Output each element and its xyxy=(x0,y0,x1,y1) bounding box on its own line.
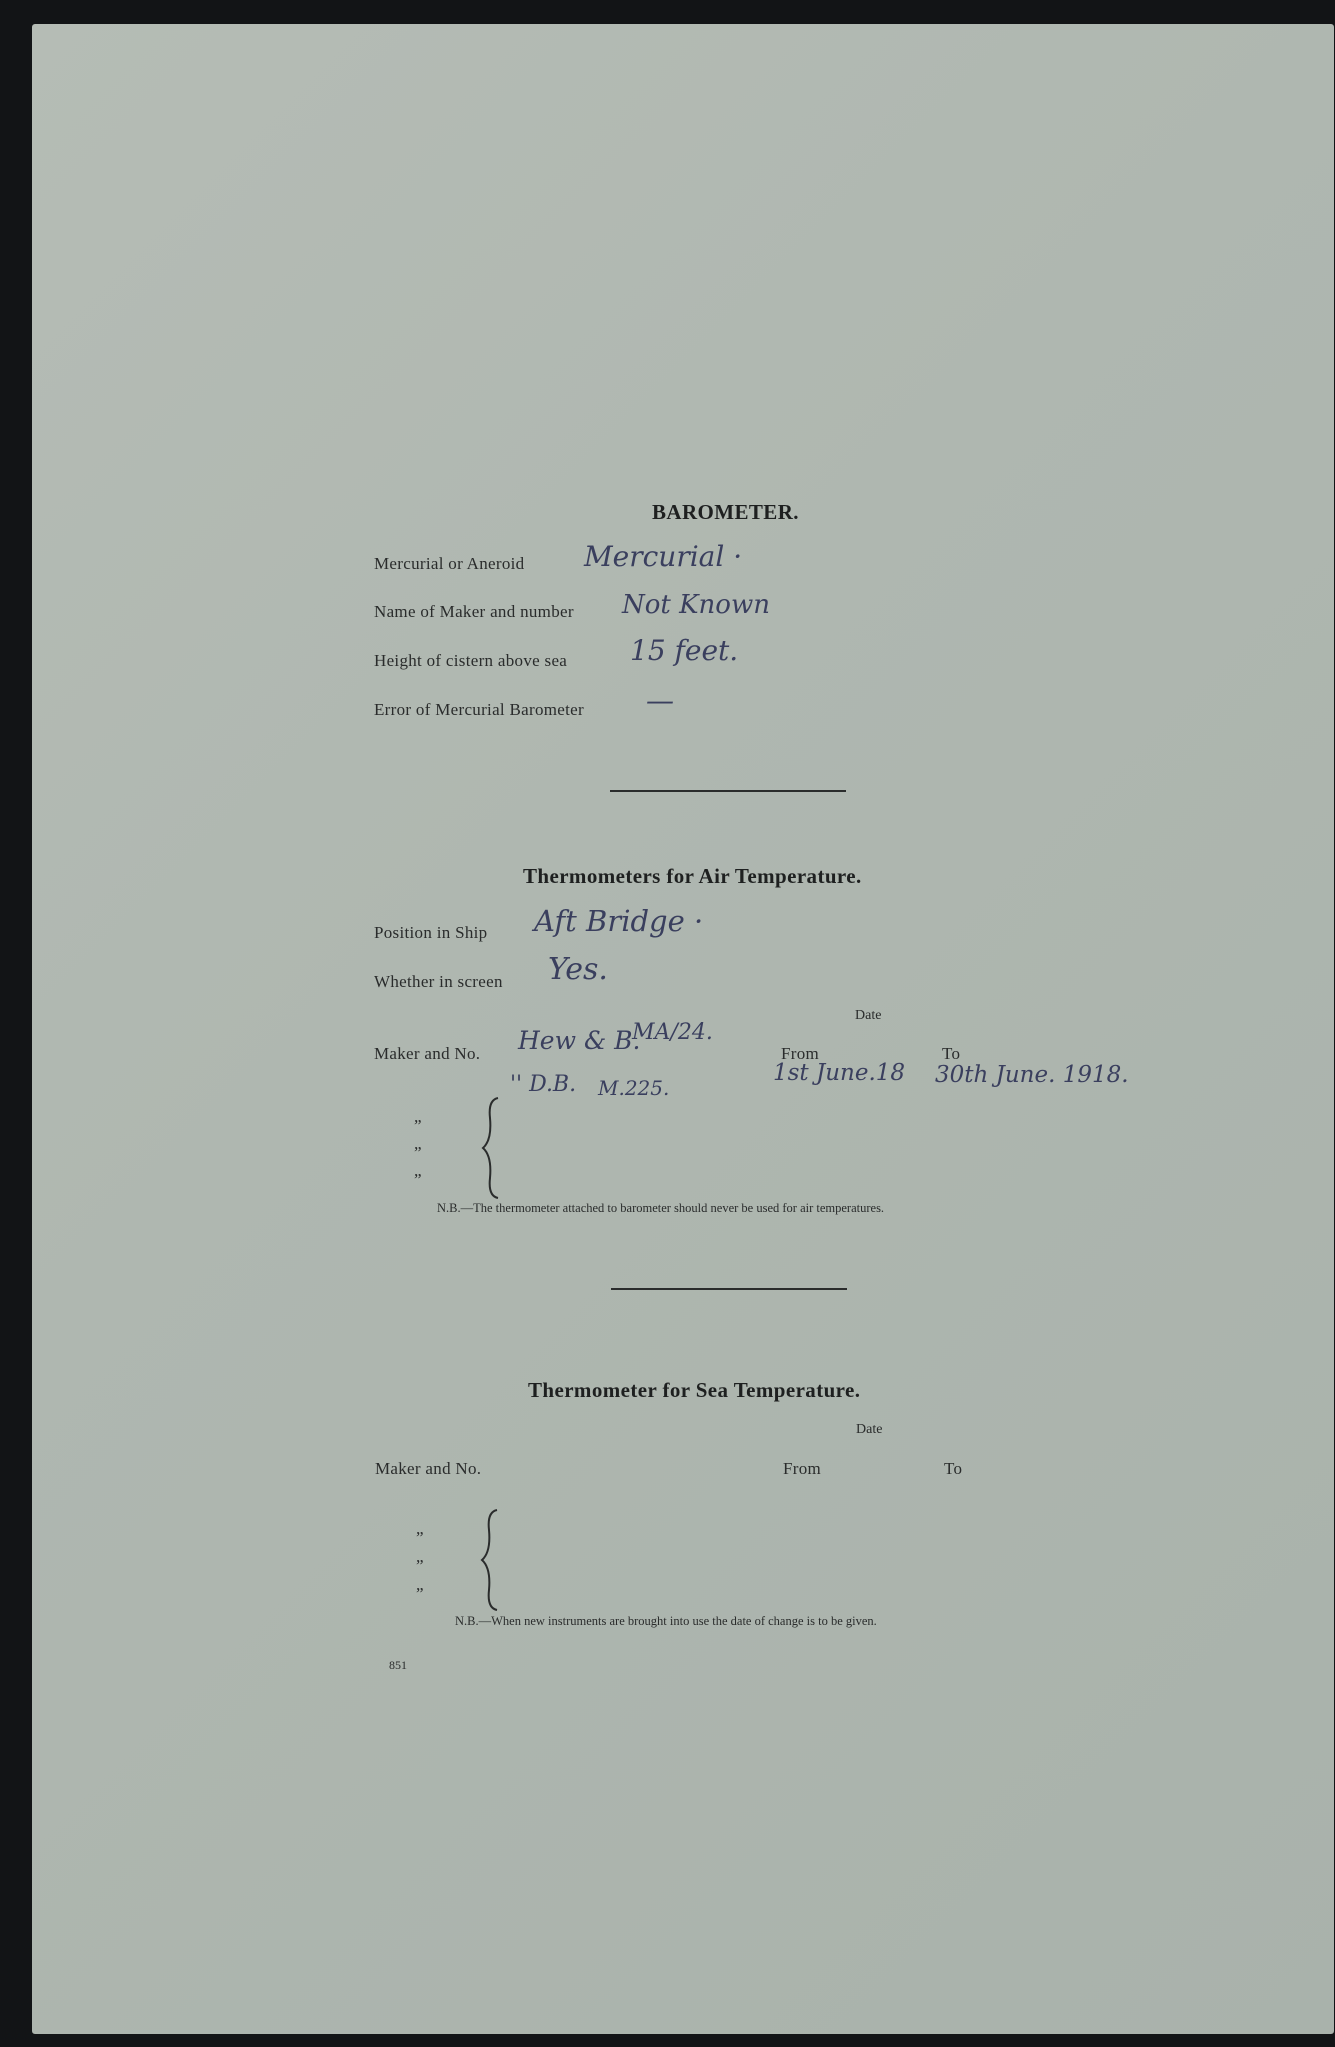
sea-to-label: To xyxy=(944,1459,963,1478)
barometer-height-label: Height of cistern above sea xyxy=(374,651,568,670)
form-sheet xyxy=(32,24,1334,2034)
barometer-maker-label: Name of Maker and number xyxy=(374,602,574,621)
barometer-error-value: — xyxy=(646,684,674,717)
air-note: N.B.—The thermometer attached to barometer should never be used for air temperatures. xyxy=(437,1201,885,1215)
barometer-heading: BAROMETER. xyxy=(652,500,799,524)
air-ditto-mark: ” xyxy=(414,1116,422,1135)
screen-label: Whether in screen xyxy=(374,972,503,991)
air-entry-1-number: MA/24. xyxy=(632,1020,713,1045)
sea-from-label: From xyxy=(783,1459,822,1478)
sea-ditto-mark: ” xyxy=(416,1556,424,1575)
air-brace xyxy=(480,1096,504,1200)
air-entry-1-from: 1st June.18 xyxy=(773,1060,906,1086)
screen-value: Yes. xyxy=(548,952,608,987)
position-label: Position in Ship xyxy=(374,923,488,942)
air-entry-2-maker: '' D.B. xyxy=(510,1072,577,1097)
air-entry-2-number: M.225. xyxy=(598,1076,670,1100)
air-maker-label: Maker and No. xyxy=(374,1044,481,1063)
air-from-label: From xyxy=(781,1044,820,1063)
form-number: 851 xyxy=(389,1658,407,1672)
sea-thermometer-heading: Thermometer for Sea Temperature. xyxy=(528,1378,861,1402)
sea-maker-label: Maker and No. xyxy=(375,1459,482,1478)
section-divider xyxy=(611,1288,847,1290)
sea-ditto-mark: ” xyxy=(416,1584,424,1603)
barometer-maker-value: Not Known xyxy=(622,590,770,620)
air-ditto-mark: ” xyxy=(414,1143,422,1162)
air-thermometers-heading: Thermometers for Air Temperature. xyxy=(523,864,862,888)
barometer-type-value: Mercurial · xyxy=(584,540,743,573)
section-divider xyxy=(610,790,846,792)
position-value: Aft Bridge · xyxy=(534,904,704,938)
sea-note: N.B.—When new instruments are brought into use the date of change is to be given. xyxy=(455,1614,877,1628)
barometer-type-label: Mercurial or Aneroid xyxy=(374,554,525,573)
barometer-error-label: Error of Mercurial Barometer xyxy=(374,700,584,719)
sea-brace xyxy=(479,1508,503,1612)
air-entry-1-maker: Hew & B. xyxy=(518,1026,641,1055)
air-ditto-mark: ” xyxy=(414,1170,422,1189)
air-date-header: Date xyxy=(855,1008,882,1023)
sea-date-header: Date xyxy=(856,1422,883,1437)
air-to-label: To xyxy=(942,1044,961,1063)
air-entry-1-to: 30th June. 1918. xyxy=(935,1062,1129,1088)
barometer-height-value: 15 feet. xyxy=(630,634,739,667)
sea-ditto-mark: ” xyxy=(416,1528,424,1547)
